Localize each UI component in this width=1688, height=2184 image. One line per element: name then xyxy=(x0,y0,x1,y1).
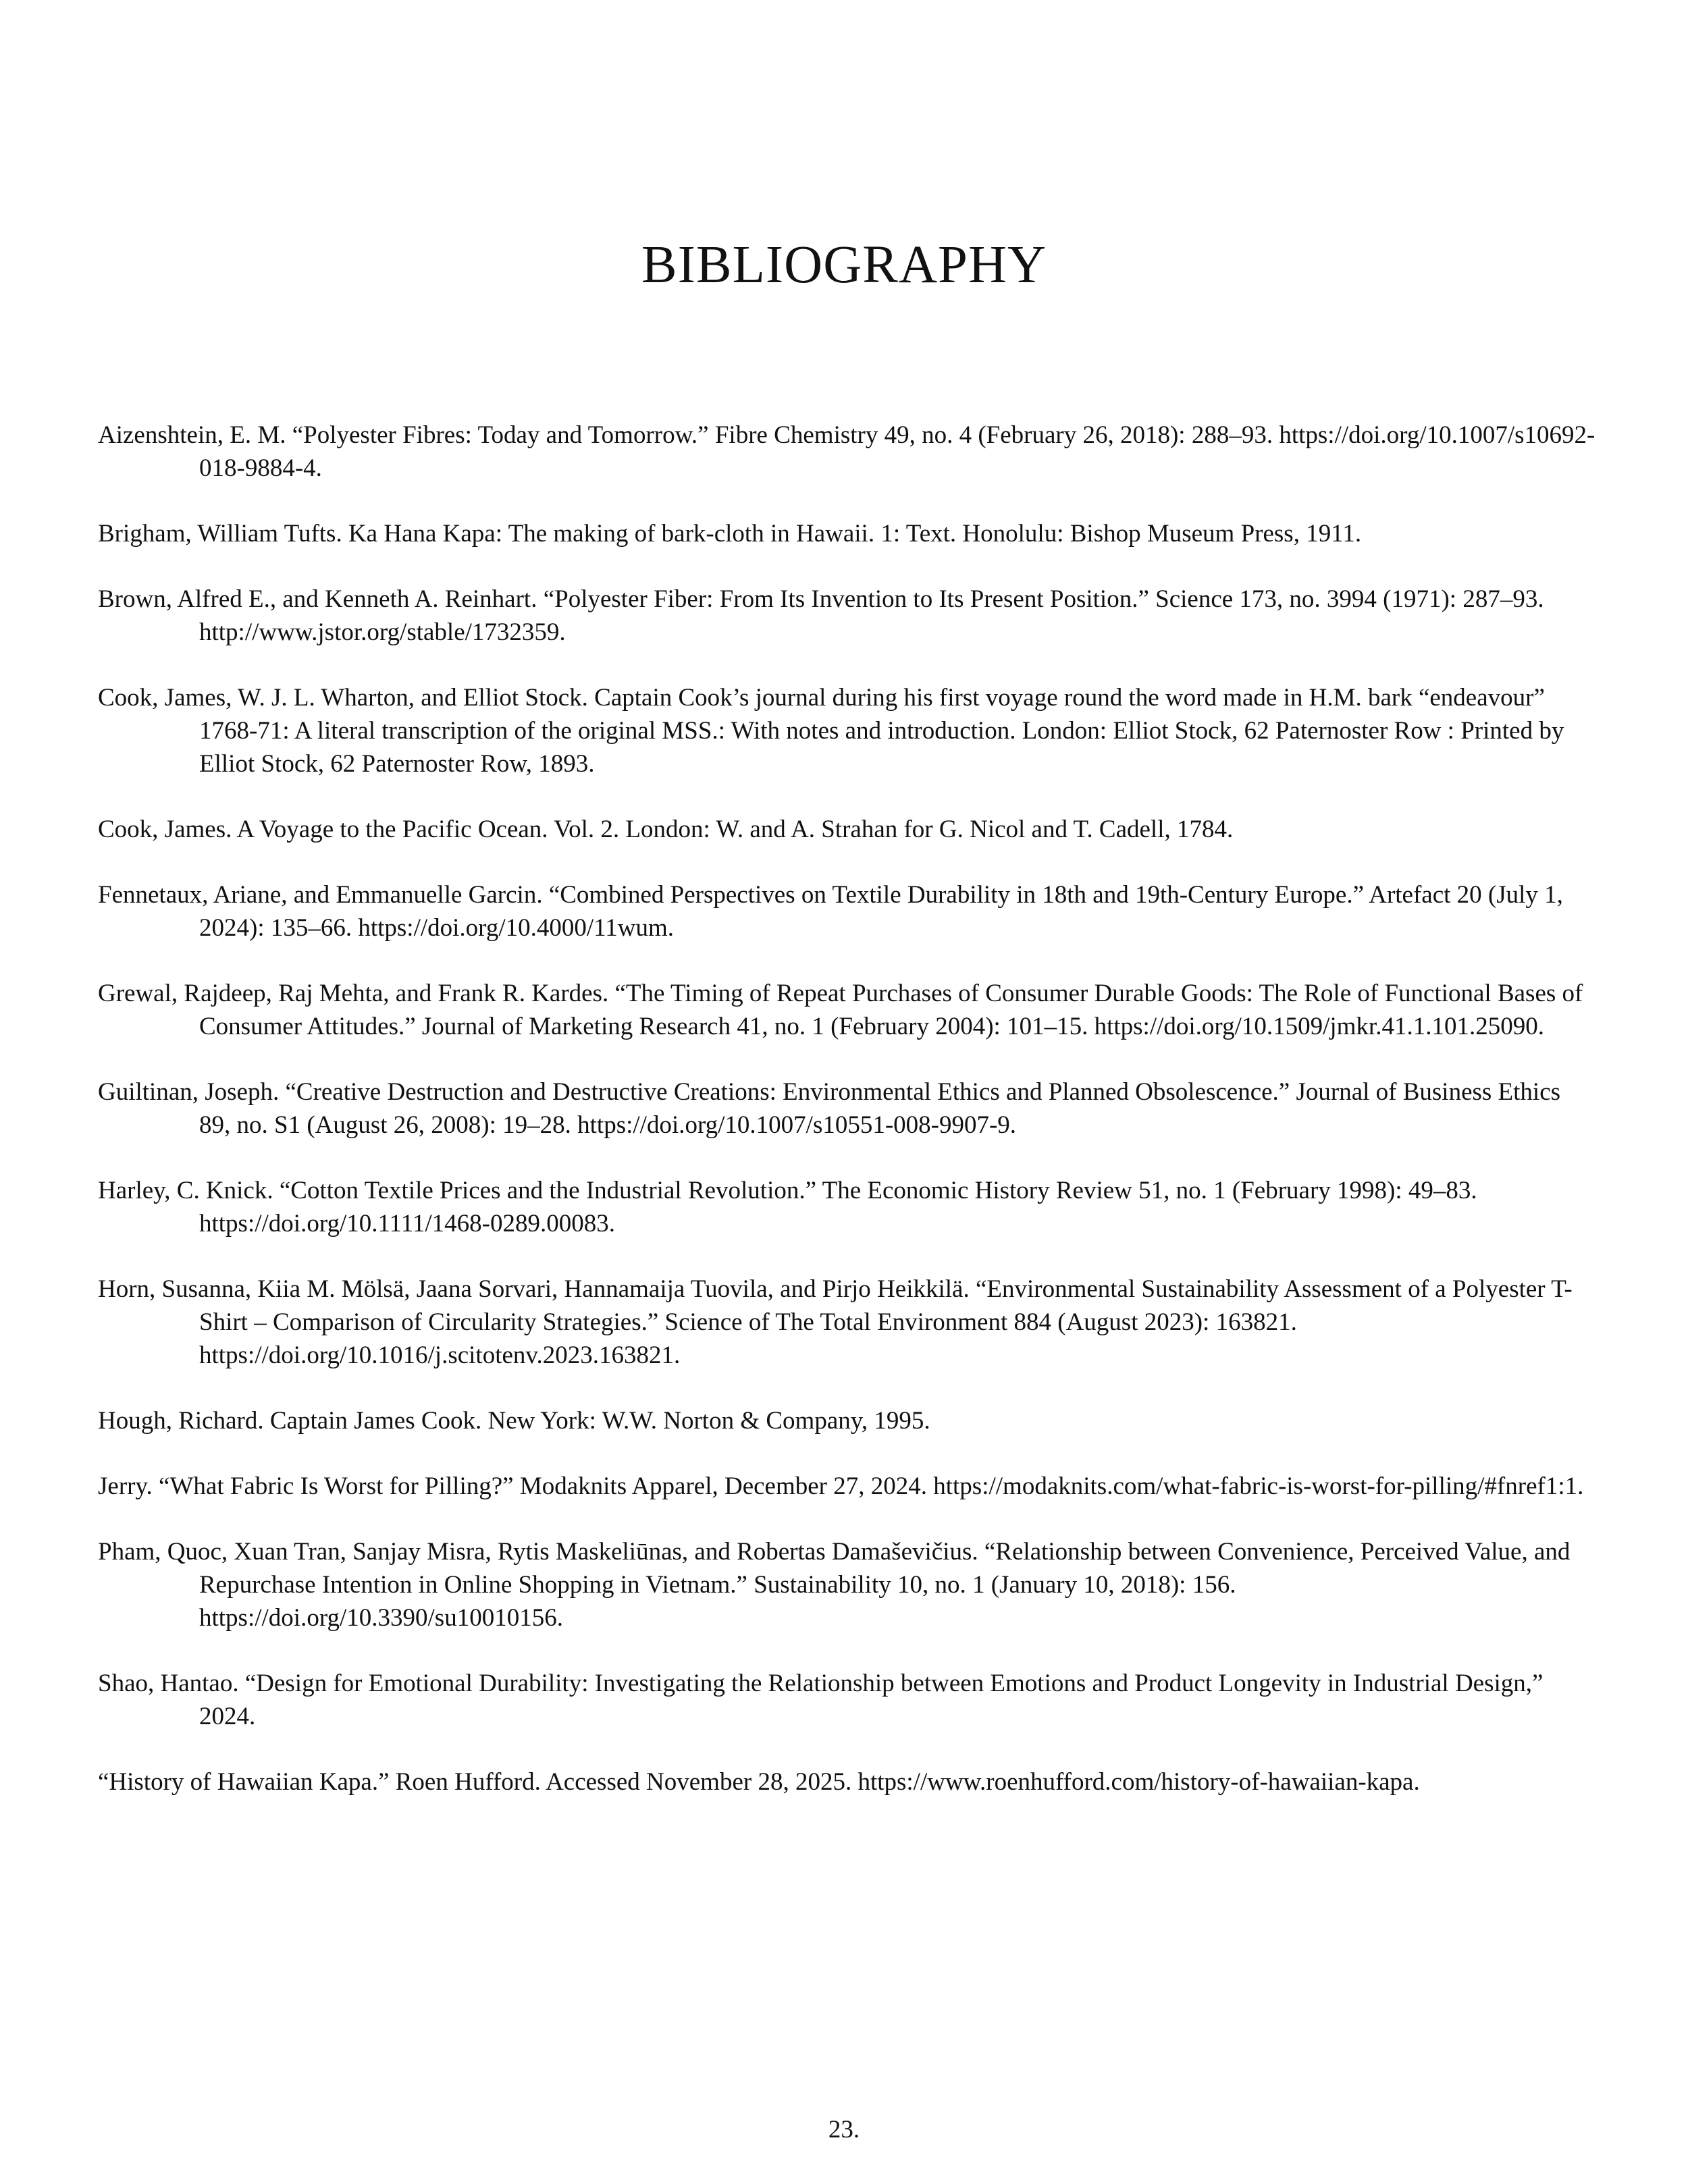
bibliography-entry: Guiltinan, Joseph. “Creative Destruction and Destructive Creations: Environmental Ethics and Planned Obsolescence.” Journal of Business Ethics 89, no. S1 (August 26, 2008): 19–28. https://doi.org/10.1007/s10551-008-9907-9. xyxy=(98,1078,1561,1139)
bibliography-entry: Aizenshtein, E. M. “Polyester Fibres: Today and Tomorrow.” Fibre Chemistry 49, no. 4 (February 26, 2018): 288–93. https://doi.org/10.1007/s10692-018-9884-4. xyxy=(98,421,1595,482)
bibliography-entry: “History of Hawaiian Kapa.” Roen Hufford. Accessed November 28, 2025. https://www.roenhufford.com/history-of-hawaiian-kapa. xyxy=(98,1768,1420,1796)
page-title: BIBLIOGRAPHY xyxy=(641,236,1047,294)
bibliography-entry: Fennetaux, Ariane, and Emmanuelle Garcin. “Combined Perspectives on Textile Durability in 18th and 19th-Century Europe.” Artefact 20 (July 1, 2024): 135–66. https://doi.org/10.4000/11wum. xyxy=(98,881,1563,942)
bibliography-list xyxy=(98,419,1597,1831)
bibliography-entry: Hough, Richard. Captain James Cook. New York: W.W. Norton & Company, 1995. xyxy=(98,1407,930,1435)
bibliography-entry: Horn, Susanna, Kiia M. Mölsä, Jaana Sorvari, Hannamaija Tuovila, and Pirjo Heikkilä. “Environmental Sustainability Assessment of a Polyester T-Shirt – Comparison of Circularity Strategies.” Science of The Total Environment 884 (August 2023): 163821. https://doi.org/10.1016/j.scitotenv.2023.163821. xyxy=(98,1275,1573,1369)
bibliography-entry: Brigham, William Tufts. Ka Hana Kapa: The making of bark-cloth in Hawaii. 1: Text. Honolulu: Bishop Museum Press, 1911. xyxy=(98,520,1362,548)
bibliography-entry: Jerry. “What Fabric Is Worst for Pilling?” Modaknits Apparel, December 27, 2024. https://modaknits.com/what-fabric-is-worst-for-pilling/#fnref1:1. xyxy=(98,1472,1584,1500)
page-number: 23. xyxy=(828,2116,860,2143)
bibliography-entry: Pham, Quoc, Xuan Tran, Sanjay Misra, Rytis Maskeliūnas, and Robertas Damaševičius. “Relationship between Convenience, Perceived Value, and Repurchase Intention in Online Shopping in Vietnam.” Sustainability 10, no. 1 (January 10, 2018): 156. https://doi.org/10.3390/su10010156. xyxy=(98,1538,1571,1632)
bibliography-entry: Cook, James, W. J. L. Wharton, and Elliot Stock. Captain Cook’s journal during his first voyage round the word made in H.M. bark “endeavour” 1768-71: A literal transcription of the original MSS.: With notes and introduction. London: Elliot Stock, 62 Paternoster Row : Printed by Elliot Stock, 62 Paternoster Row, 1893. xyxy=(98,684,1564,778)
bibliography-entry: Grewal, Rajdeep, Raj Mehta, and Frank R. Kardes. “The Timing of Repeat Purchases of Consumer Durable Goods: The Role of Functional Bases of Consumer Attitudes.” Journal of Marketing Research 41, no. 1 (February 2004): 101–15. https://doi.org/10.1509/jmkr.41.1.101.25090. xyxy=(98,980,1583,1040)
bibliography-entry: Brown, Alfred E., and Kenneth A. Reinhart. “Polyester Fiber: From Its Invention to Its Present Position.” Science 173, no. 3994 (1971): 287–93. http://www.jstor.org/stable/1732359. xyxy=(98,585,1544,646)
bibliography-entry: Shao, Hantao. “Design for Emotional Durability: Investigating the Relationship between Emotions and Product Longevity in Industrial Design,” 2024. xyxy=(98,1670,1544,1730)
bibliography-entry: Harley, C. Knick. “Cotton Textile Prices and the Industrial Revolution.” The Economic History Review 51, no. 1 (February 1998): 49–83. https://doi.org/10.1111/1468-0289.00083. xyxy=(98,1177,1477,1237)
bibliography-entry: Cook, James. A Voyage to the Pacific Ocean. Vol. 2. London: W. and A. Strahan for G. Nicol and T. Cadell, 1784. xyxy=(98,816,1234,843)
